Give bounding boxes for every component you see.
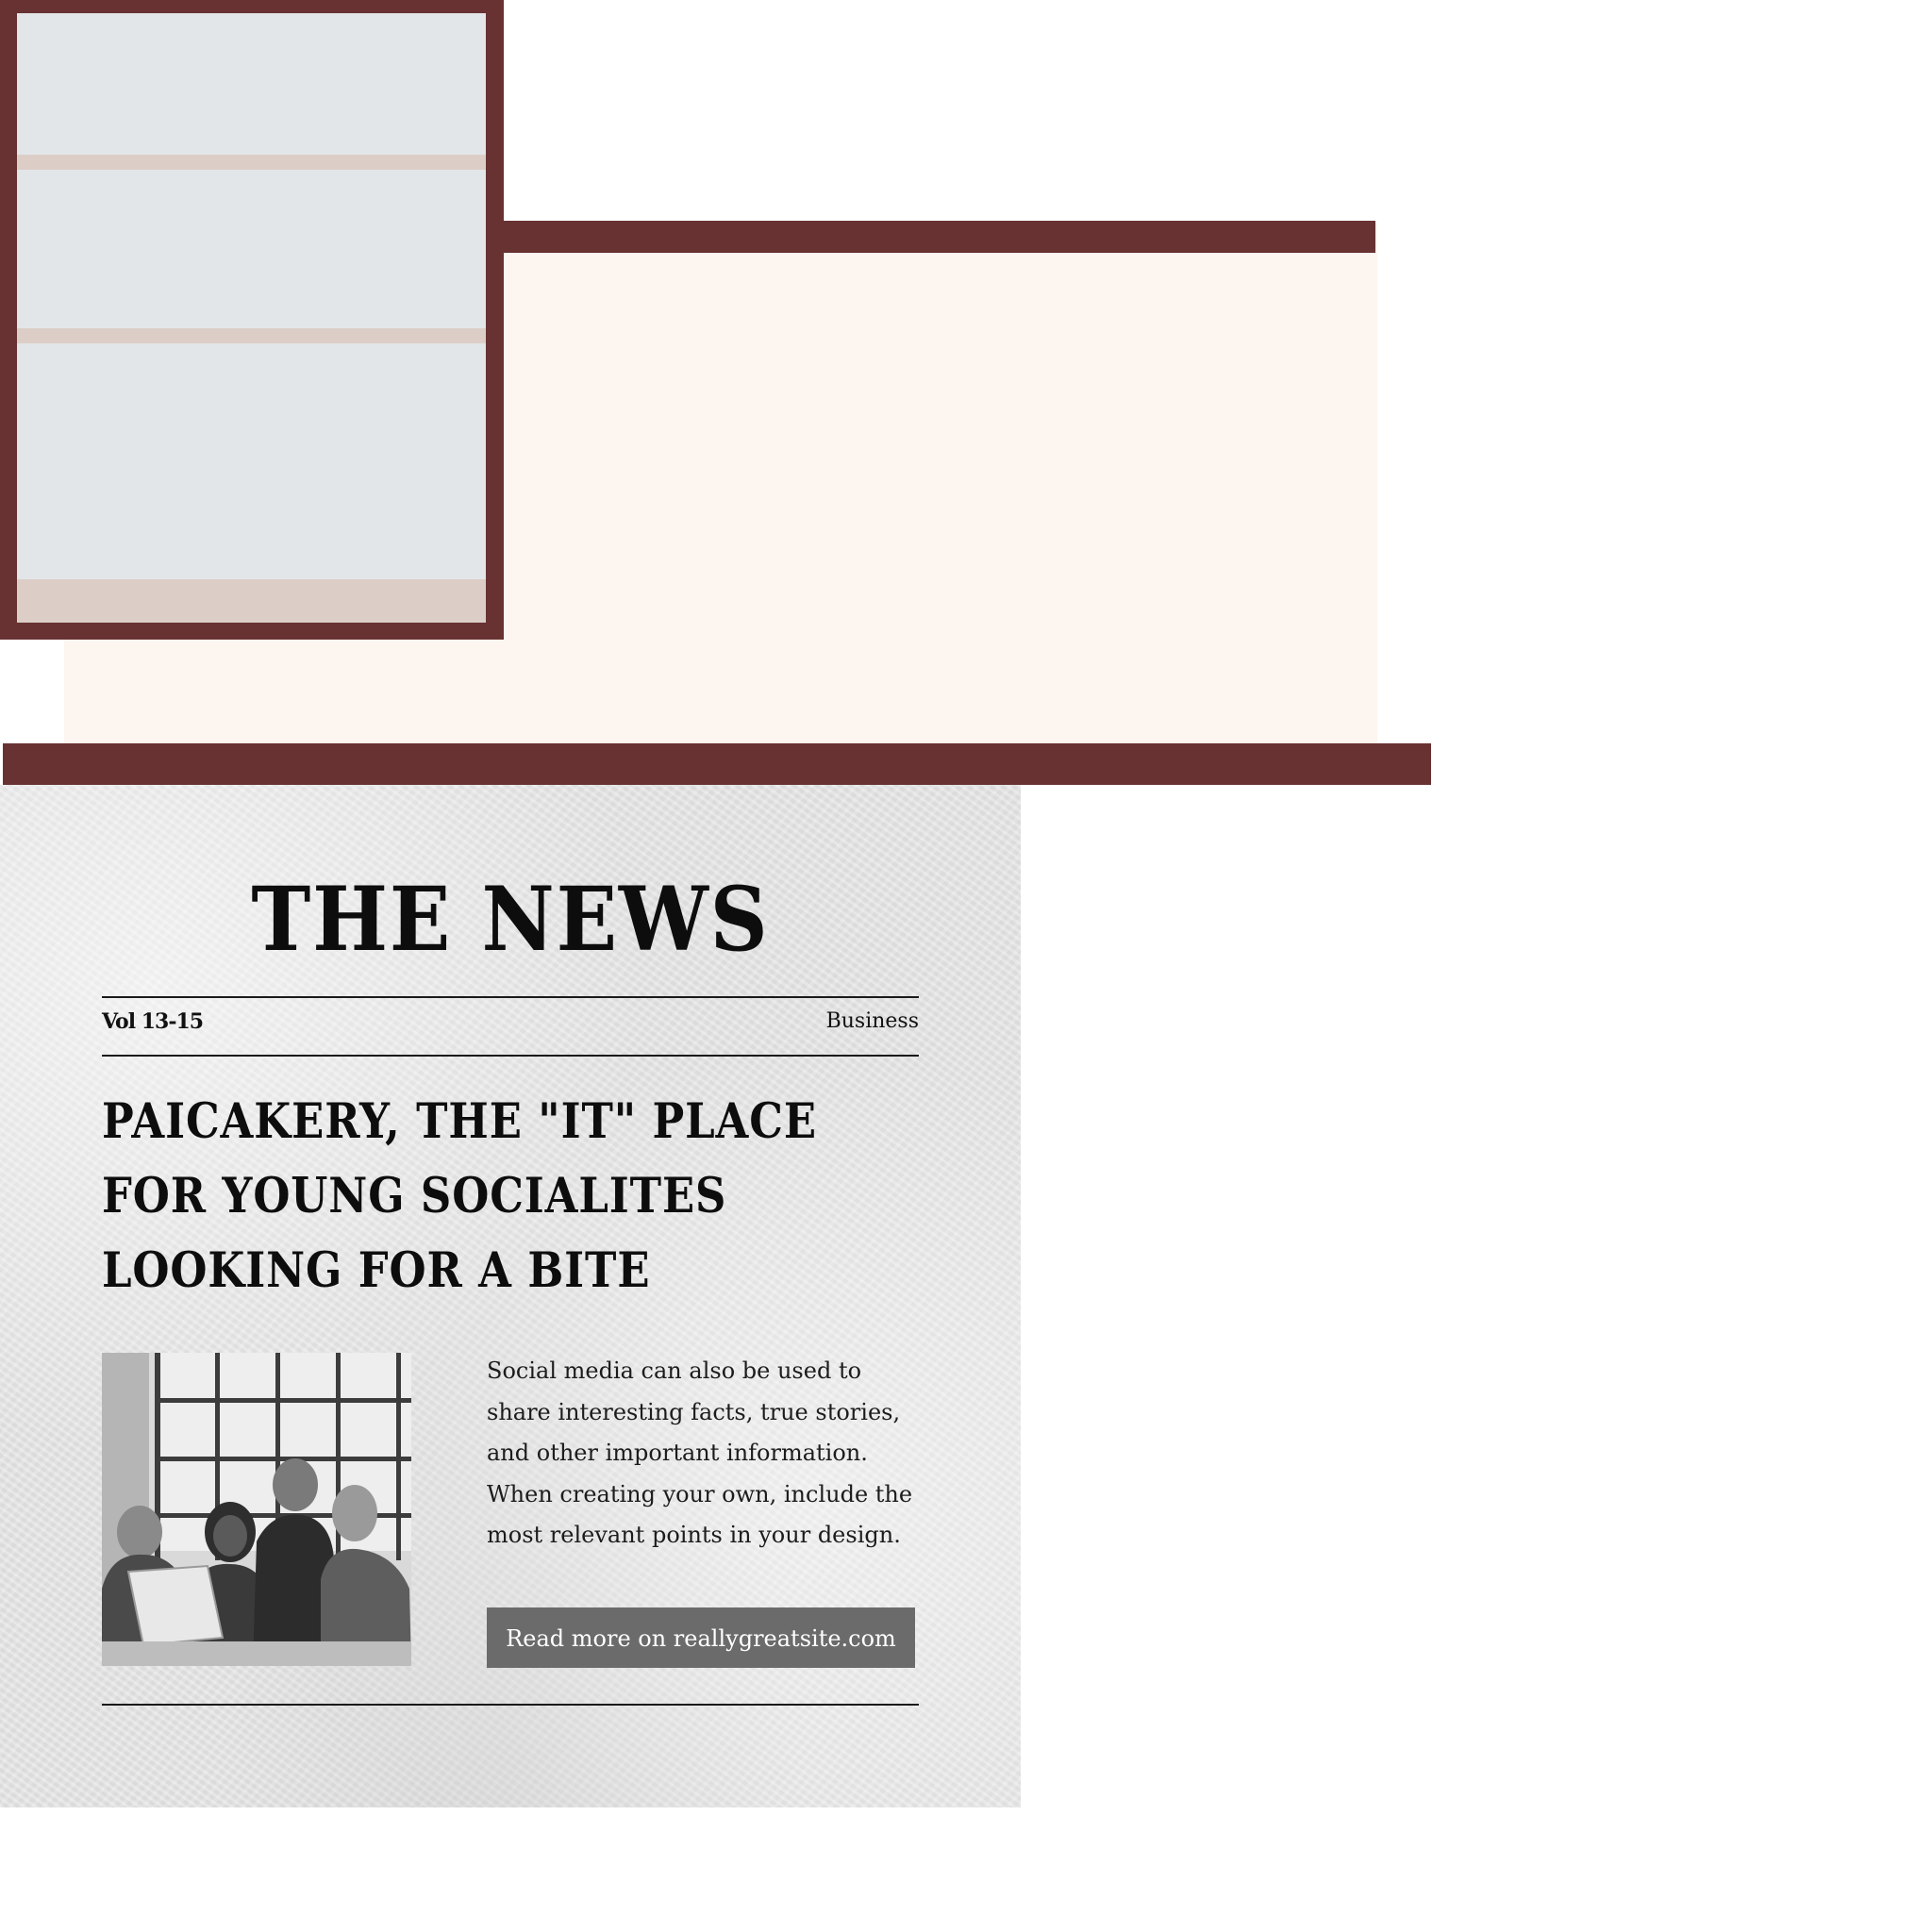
- newspaper-card: [0, 785, 1021, 1807]
- rule-divider: [102, 1704, 919, 1706]
- window-sill: [17, 579, 486, 623]
- section-label: Business: [825, 1009, 919, 1033]
- article-headline: PAICAKERY, THE "IT" PLACE FOR YOUNG SOCIALITES LOOKING FOR A BITE: [102, 1093, 817, 1299]
- team-at-laptop-photo: [102, 1353, 411, 1666]
- window-divider-top: [17, 155, 486, 170]
- window-divider-middle: [17, 328, 486, 343]
- rule-divider: [102, 996, 919, 998]
- article-body: Social media can also be used to share interesting facts, true stories, and other important information. When creating your own, include the most relevant points in your design.: [487, 1357, 913, 1548]
- masthead-title: THE NEWS: [251, 868, 770, 972]
- window-frame: [0, 0, 504, 640]
- maroon-top-bar: [504, 221, 1375, 253]
- read-more-button[interactable]: Read more on reallygreatsite.com: [487, 1607, 915, 1668]
- window-pane-top: [17, 13, 486, 155]
- rule-divider: [102, 1055, 919, 1057]
- maroon-bottom-bar: [3, 743, 1431, 785]
- window-pane-middle: [17, 170, 486, 328]
- volume-label: Vol 13-15: [102, 1009, 204, 1034]
- window-pane-bottom: [17, 343, 486, 579]
